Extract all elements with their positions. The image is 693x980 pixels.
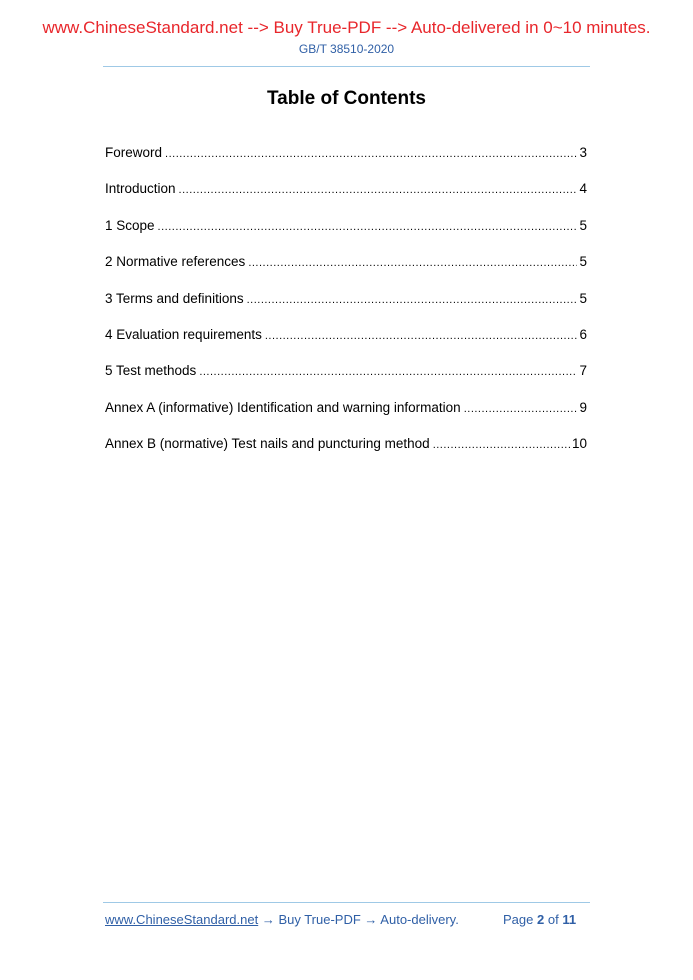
toc-leader-dots bbox=[265, 326, 578, 346]
toc-entry-page: 3 bbox=[579, 145, 587, 160]
toc-entry-label: Annex A (informative) Identification and warning information bbox=[105, 399, 461, 415]
toc-leader-dots bbox=[464, 399, 578, 419]
page-total: 11 bbox=[562, 912, 577, 927]
page-word: Page bbox=[503, 912, 534, 927]
toc-entry-annex-a[interactable] bbox=[105, 398, 587, 434]
toc-entry-normative-references[interactable] bbox=[105, 252, 587, 288]
toc-entry-annex-b[interactable] bbox=[105, 434, 587, 470]
toc-entry-page: 4 bbox=[579, 181, 587, 197]
toc-entry-label: 1 Scope bbox=[105, 217, 155, 233]
toc-leader-dots bbox=[433, 435, 570, 455]
toc-leader-dots bbox=[248, 253, 577, 273]
footer-buy-text: Buy True-PDF bbox=[274, 912, 365, 927]
standard-code: GB/T 38510-2020 bbox=[298, 42, 395, 56]
toc-leader-dots bbox=[199, 362, 577, 382]
footer-site-link[interactable]: www.ChineseStandard.net bbox=[105, 912, 259, 927]
toc-entry-page: 7 bbox=[579, 363, 587, 379]
toc-entry-page: 10 bbox=[571, 436, 587, 452]
toc-entry-foreword[interactable] bbox=[105, 143, 587, 179]
toc-entry-label: 5 Test methods bbox=[105, 363, 197, 379]
toc-entry-page: 5 bbox=[579, 254, 587, 270]
toc-entry-scope[interactable] bbox=[105, 216, 587, 252]
footer-divider bbox=[103, 902, 590, 903]
toc-entry-introduction[interactable] bbox=[105, 179, 587, 215]
toc-leader-dots bbox=[165, 144, 577, 164]
arrow-icon: → bbox=[261, 912, 275, 927]
toc-leader-dots bbox=[158, 217, 578, 237]
page-title: Table of Contents bbox=[266, 88, 427, 109]
toc-entry-page: 6 bbox=[579, 326, 587, 342]
toc-entry-label: Foreword bbox=[105, 145, 163, 160]
toc-entry-page: 5 bbox=[579, 217, 587, 233]
toc-entry-label: Introduction bbox=[105, 181, 176, 197]
header-divider bbox=[103, 66, 590, 67]
toc-entry-page: 9 bbox=[579, 399, 587, 415]
toc-entry-terms-and-definitions[interactable] bbox=[105, 289, 587, 325]
toc-entry-evaluation-requirements[interactable] bbox=[105, 325, 587, 361]
toc-entry-page: 5 bbox=[579, 290, 587, 306]
table-of-contents bbox=[105, 143, 587, 471]
footer-delivery-text: Auto-delivery. bbox=[377, 912, 459, 927]
toc-entry-test-methods[interactable] bbox=[105, 361, 587, 397]
arrow-icon: → bbox=[364, 912, 378, 927]
page-of: of bbox=[547, 912, 559, 927]
footer-promo bbox=[105, 912, 459, 927]
toc-entry-label: 3 Terms and definitions bbox=[105, 290, 244, 306]
page-number bbox=[503, 912, 576, 927]
toc-entry-label: 4 Evaluation requirements bbox=[105, 326, 262, 342]
page-current: 2 bbox=[537, 912, 545, 927]
toc-leader-dots bbox=[179, 180, 578, 200]
toc-leader-dots bbox=[247, 290, 578, 310]
toc-entry-label: Annex B (normative) Test nails and puncturing method bbox=[105, 436, 430, 452]
toc-entry-label: 2 Normative references bbox=[105, 254, 246, 270]
promo-banner[interactable]: www.ChineseStandard.net --> Buy True-PDF --> Auto-delivered in 0~10 minutes. bbox=[42, 18, 651, 37]
